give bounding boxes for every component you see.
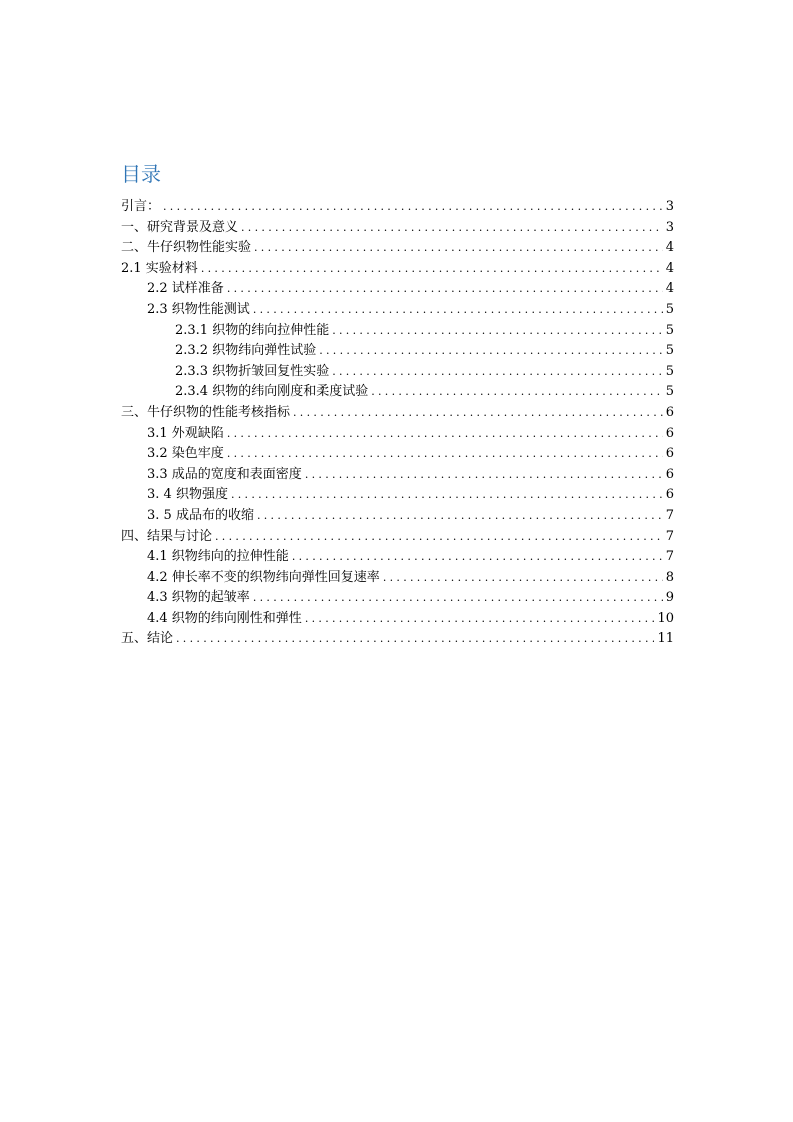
toc-entry-page: 10 (657, 610, 674, 626)
toc-entry-label: 2.2 试样准备 (147, 281, 224, 297)
dot-leader (257, 506, 663, 527)
dot-leader (163, 197, 663, 218)
toc-entry-label: 3.2 染色牢度 (147, 446, 224, 462)
toc-entry-page: 5 (665, 363, 674, 379)
dot-leader (292, 547, 663, 568)
toc-entry-label: 4.3 织物的起皱率 (147, 590, 250, 606)
toc-entry-2-3-3[interactable] (121, 362, 674, 383)
toc-entry-page: 4 (665, 281, 674, 297)
toc-entry-3-1[interactable] (121, 424, 674, 445)
toc-entry-label: 4.4 织物的纬向刚性和弹性 (147, 610, 302, 626)
toc-entry-label: 3. 4 织物强度 (147, 487, 228, 503)
toc-entry-page: 5 (665, 301, 674, 317)
toc-title: 目录 (121, 162, 161, 186)
toc-entry-label: 3. 5 成品布的收缩 (147, 507, 254, 523)
toc-entry-page: 7 (665, 528, 674, 544)
dot-leader (241, 218, 663, 239)
toc-entry-page: 7 (665, 549, 674, 565)
toc-entry-label: 2.3.4 织物的纬向刚度和柔度试验 (175, 384, 369, 400)
toc-entry-intro[interactable] (121, 197, 674, 218)
toc-entry-label: 3.3 成品的宽度和表面密度 (147, 466, 302, 482)
toc-entry-4-3[interactable] (121, 588, 674, 609)
dot-leader (253, 588, 663, 609)
toc-entry-page: 5 (665, 384, 674, 400)
toc-entry-page: 5 (665, 343, 674, 359)
toc-entry-page: 6 (665, 404, 674, 420)
toc-entry-2-3-2[interactable] (121, 341, 674, 362)
dot-leader (254, 238, 663, 259)
dot-leader (176, 629, 654, 650)
toc-entry-section-4[interactable] (121, 527, 674, 548)
toc-list (121, 197, 674, 650)
toc-entry-3-3[interactable] (121, 465, 674, 486)
toc-entry-page: 5 (665, 322, 674, 338)
dot-leader (305, 465, 663, 486)
toc-entry-label: 一、研究背景及意义 (121, 219, 239, 235)
toc-entry-page: 6 (665, 446, 674, 462)
dot-leader (231, 485, 663, 506)
dot-leader (293, 403, 663, 424)
dot-leader (332, 321, 663, 342)
toc-entry-page: 4 (665, 260, 674, 276)
dot-leader (253, 300, 663, 321)
toc-entry-section-2[interactable] (121, 238, 674, 259)
dot-leader (383, 568, 663, 589)
dot-leader (227, 424, 663, 445)
toc-entry-label: 三、牛仔织物的性能考核指标 (121, 404, 291, 420)
toc-entry-page: 6 (665, 466, 674, 482)
toc-entry-2-3[interactable] (121, 300, 674, 321)
dot-leader (305, 609, 655, 630)
toc-entry-label: 二、牛仔织物性能实验 (121, 240, 252, 256)
toc-entry-section-1[interactable] (121, 218, 674, 239)
toc-entry-label: 2.3 织物性能测试 (147, 301, 250, 317)
toc-entry-page: 3 (665, 199, 674, 214)
toc-entry-label: 引言： (121, 199, 161, 214)
toc-entry-4-2[interactable] (121, 568, 674, 589)
dot-leader (215, 527, 663, 548)
toc-entry-3-4[interactable] (121, 485, 674, 506)
toc-entry-label: 2.1 实验材料 (121, 260, 198, 276)
toc-entry-3-2[interactable] (121, 444, 674, 465)
toc-entry-section-3[interactable] (121, 403, 674, 424)
toc-entry-2-2[interactable] (121, 279, 674, 300)
toc-entry-3-5[interactable] (121, 506, 674, 527)
toc-entry-page: 6 (665, 487, 674, 503)
toc-entry-2-3-1[interactable] (121, 321, 674, 342)
toc-entry-label: 2.3.1 织物的纬向拉伸性能 (175, 322, 330, 338)
toc-entry-2-1[interactable] (121, 259, 674, 280)
toc-entry-label: 3.1 外观缺陷 (147, 425, 224, 441)
dot-leader (332, 362, 663, 383)
toc-entry-label: 2.3.3 织物折皱回复性实验 (175, 363, 330, 379)
dot-leader (201, 259, 663, 280)
toc-entry-2-3-4[interactable] (121, 382, 674, 403)
toc-entry-4-1[interactable] (121, 547, 674, 568)
toc-entry-label: 四、结果与讨论 (121, 528, 213, 544)
toc-entry-page: 9 (665, 590, 674, 606)
toc-entry-label: 2.3.2 织物纬向弹性试验 (175, 343, 317, 359)
toc-entry-label: 4.2 伸长率不变的织物纬向弹性回复速率 (147, 569, 380, 585)
dot-leader (227, 444, 663, 465)
toc-entry-label: 五、结论 (121, 631, 174, 647)
toc-entry-page: 7 (665, 507, 674, 523)
toc-entry-section-5[interactable] (121, 629, 674, 650)
toc-entry-page: 11 (657, 631, 674, 647)
toc-entry-label: 4.1 织物纬向的拉伸性能 (147, 549, 289, 565)
dot-leader (371, 382, 663, 403)
toc-entry-page: 4 (665, 240, 674, 256)
toc-entry-page: 8 (665, 569, 674, 585)
dot-leader (227, 279, 663, 300)
toc-entry-4-4[interactable] (121, 609, 674, 630)
toc-entry-page: 3 (665, 219, 674, 235)
dot-leader (319, 341, 663, 362)
toc-entry-page: 6 (665, 425, 674, 441)
